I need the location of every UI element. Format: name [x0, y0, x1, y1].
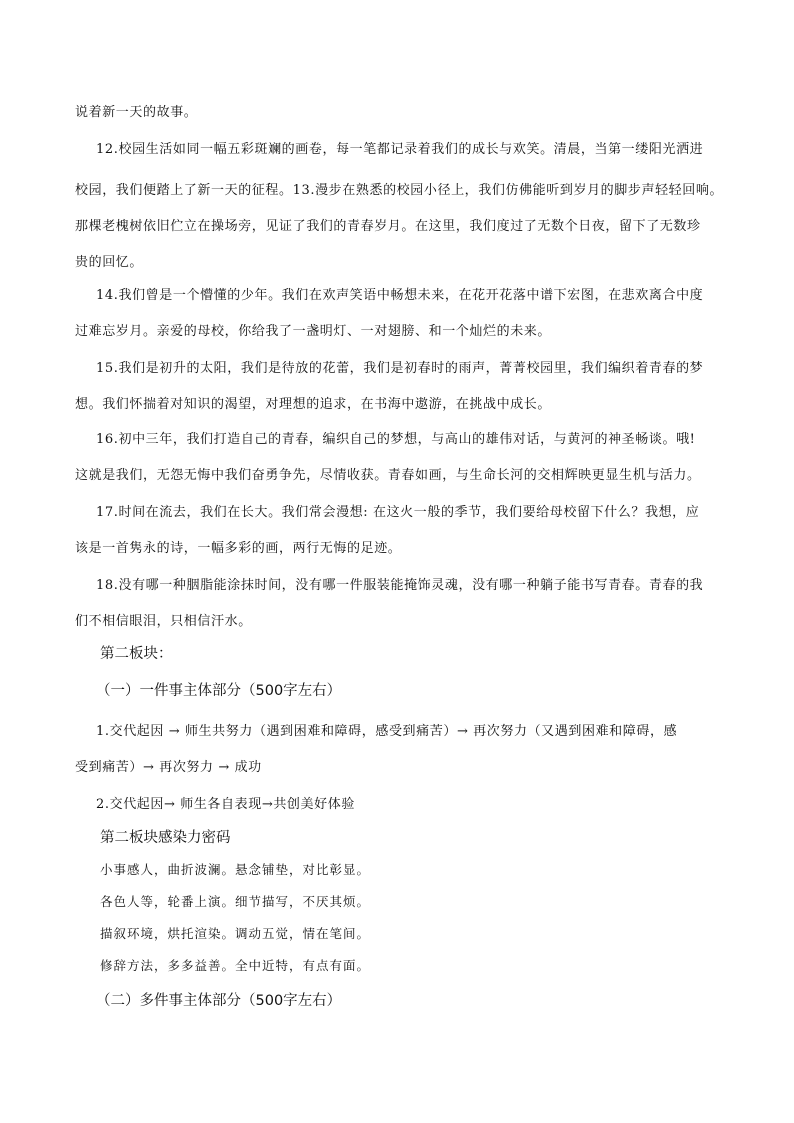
- flow-line: 受到痛苦）→ 再次努力 → 成功: [75, 760, 262, 775]
- paragraph-line: 过难忘岁月。亲爱的母校，你给我了一盏明灯、一对翅膀、和一个灿烂的未来。: [75, 324, 552, 339]
- paragraph-line: 17.时间在流去，我们在长大。我们常会漫想: 在这火一般的季节，我们要给母校留下什么？我想，应: [96, 505, 700, 520]
- rhyme-line: 修辞方法，多多益善。全中近特，有点有面。: [100, 958, 371, 973]
- paragraph-line: 16.初中三年，我们打造自己的青春，编织自己的梦想，与高山的雄伟对话，与黄河的神圣畅谈。哦!: [96, 432, 696, 447]
- subsection-title: （二）多件事主体部分（500字左右）: [96, 993, 342, 1009]
- paragraph-line: 12.校园生活如同一幅五彩斑斓的画卷，每一笔都记录着我们的成长与欢笑。清晨，当第一缕阳光洒进: [96, 142, 704, 157]
- paragraph-line: 14.我们曾是一个懵懂的少年。我们在欢声笑语中畅想未来，在花开花落中谱下宏图，在悲欢离合中度: [96, 288, 704, 303]
- rhyme-line: 描叙环境，烘托渲染。调动五觉，情在笔间。: [100, 926, 371, 941]
- paragraph-line: 那棵老槐树依旧伫立在操场旁，见证了我们的青春岁月。在这里，我们度过了无数个日夜，留下了无数珍: [75, 219, 701, 234]
- paragraph-line: 们不相信眼泪，只相信汗水。: [75, 614, 252, 629]
- paragraph-line: 贵的回忆。: [75, 255, 144, 270]
- paragraph-line: 说着新一天的故事。: [75, 105, 198, 120]
- paragraph-line: 这就是我们，无怨无悔中我们奋勇争先，尽情收获。青春如画，与生命长河的交相辉映更显生机与活力。: [75, 468, 701, 483]
- paragraph-line: 想。我们怀揣着对知识的渴望，对理想的追求，在书海中遨游，在挑战中成长。: [75, 397, 552, 412]
- subsection-title: （一）一件事主体部分（500字左右）: [96, 683, 342, 699]
- paragraph-line: 校园，我们便踏上了新一天的征程。13.漫步在熟悉的校园小径上，我们仿佛能听到岁月的脚步声轻轻回响。: [75, 183, 724, 198]
- paragraph-line: 15.我们是初升的太阳，我们是待放的花蕾，我们是初春时的雨声，菁菁校园里，我们编织着青春的梦: [96, 361, 704, 376]
- section-title: 第二板块感染力密码: [100, 830, 231, 846]
- flow-line: 1.交代起因 → 师生共努力（遇到困难和障碍，感受到痛苦）→ 再次努力（又遇到困难和障碍，感: [96, 724, 678, 739]
- flow-line: 2.交代起因→ 师生各自表现→共创美好体验: [96, 797, 355, 812]
- section-title: 第二板块：: [100, 646, 173, 662]
- paragraph-line: 18.没有哪一种胭脂能涂抹时间，没有哪一件服装能掩饰灵魂，没有哪一种躺子能书写青春。青春的我: [96, 578, 704, 593]
- rhyme-line: 各色人等，轮番上演。细节描写，不厌其烦。: [100, 894, 371, 909]
- rhyme-line: 小事感人，曲折波澜。悬念铺垫，对比彰显。: [100, 862, 371, 877]
- paragraph-line: 该是一首隽永的诗，一幅多彩的画，两行无悔的足迹。: [75, 541, 402, 556]
